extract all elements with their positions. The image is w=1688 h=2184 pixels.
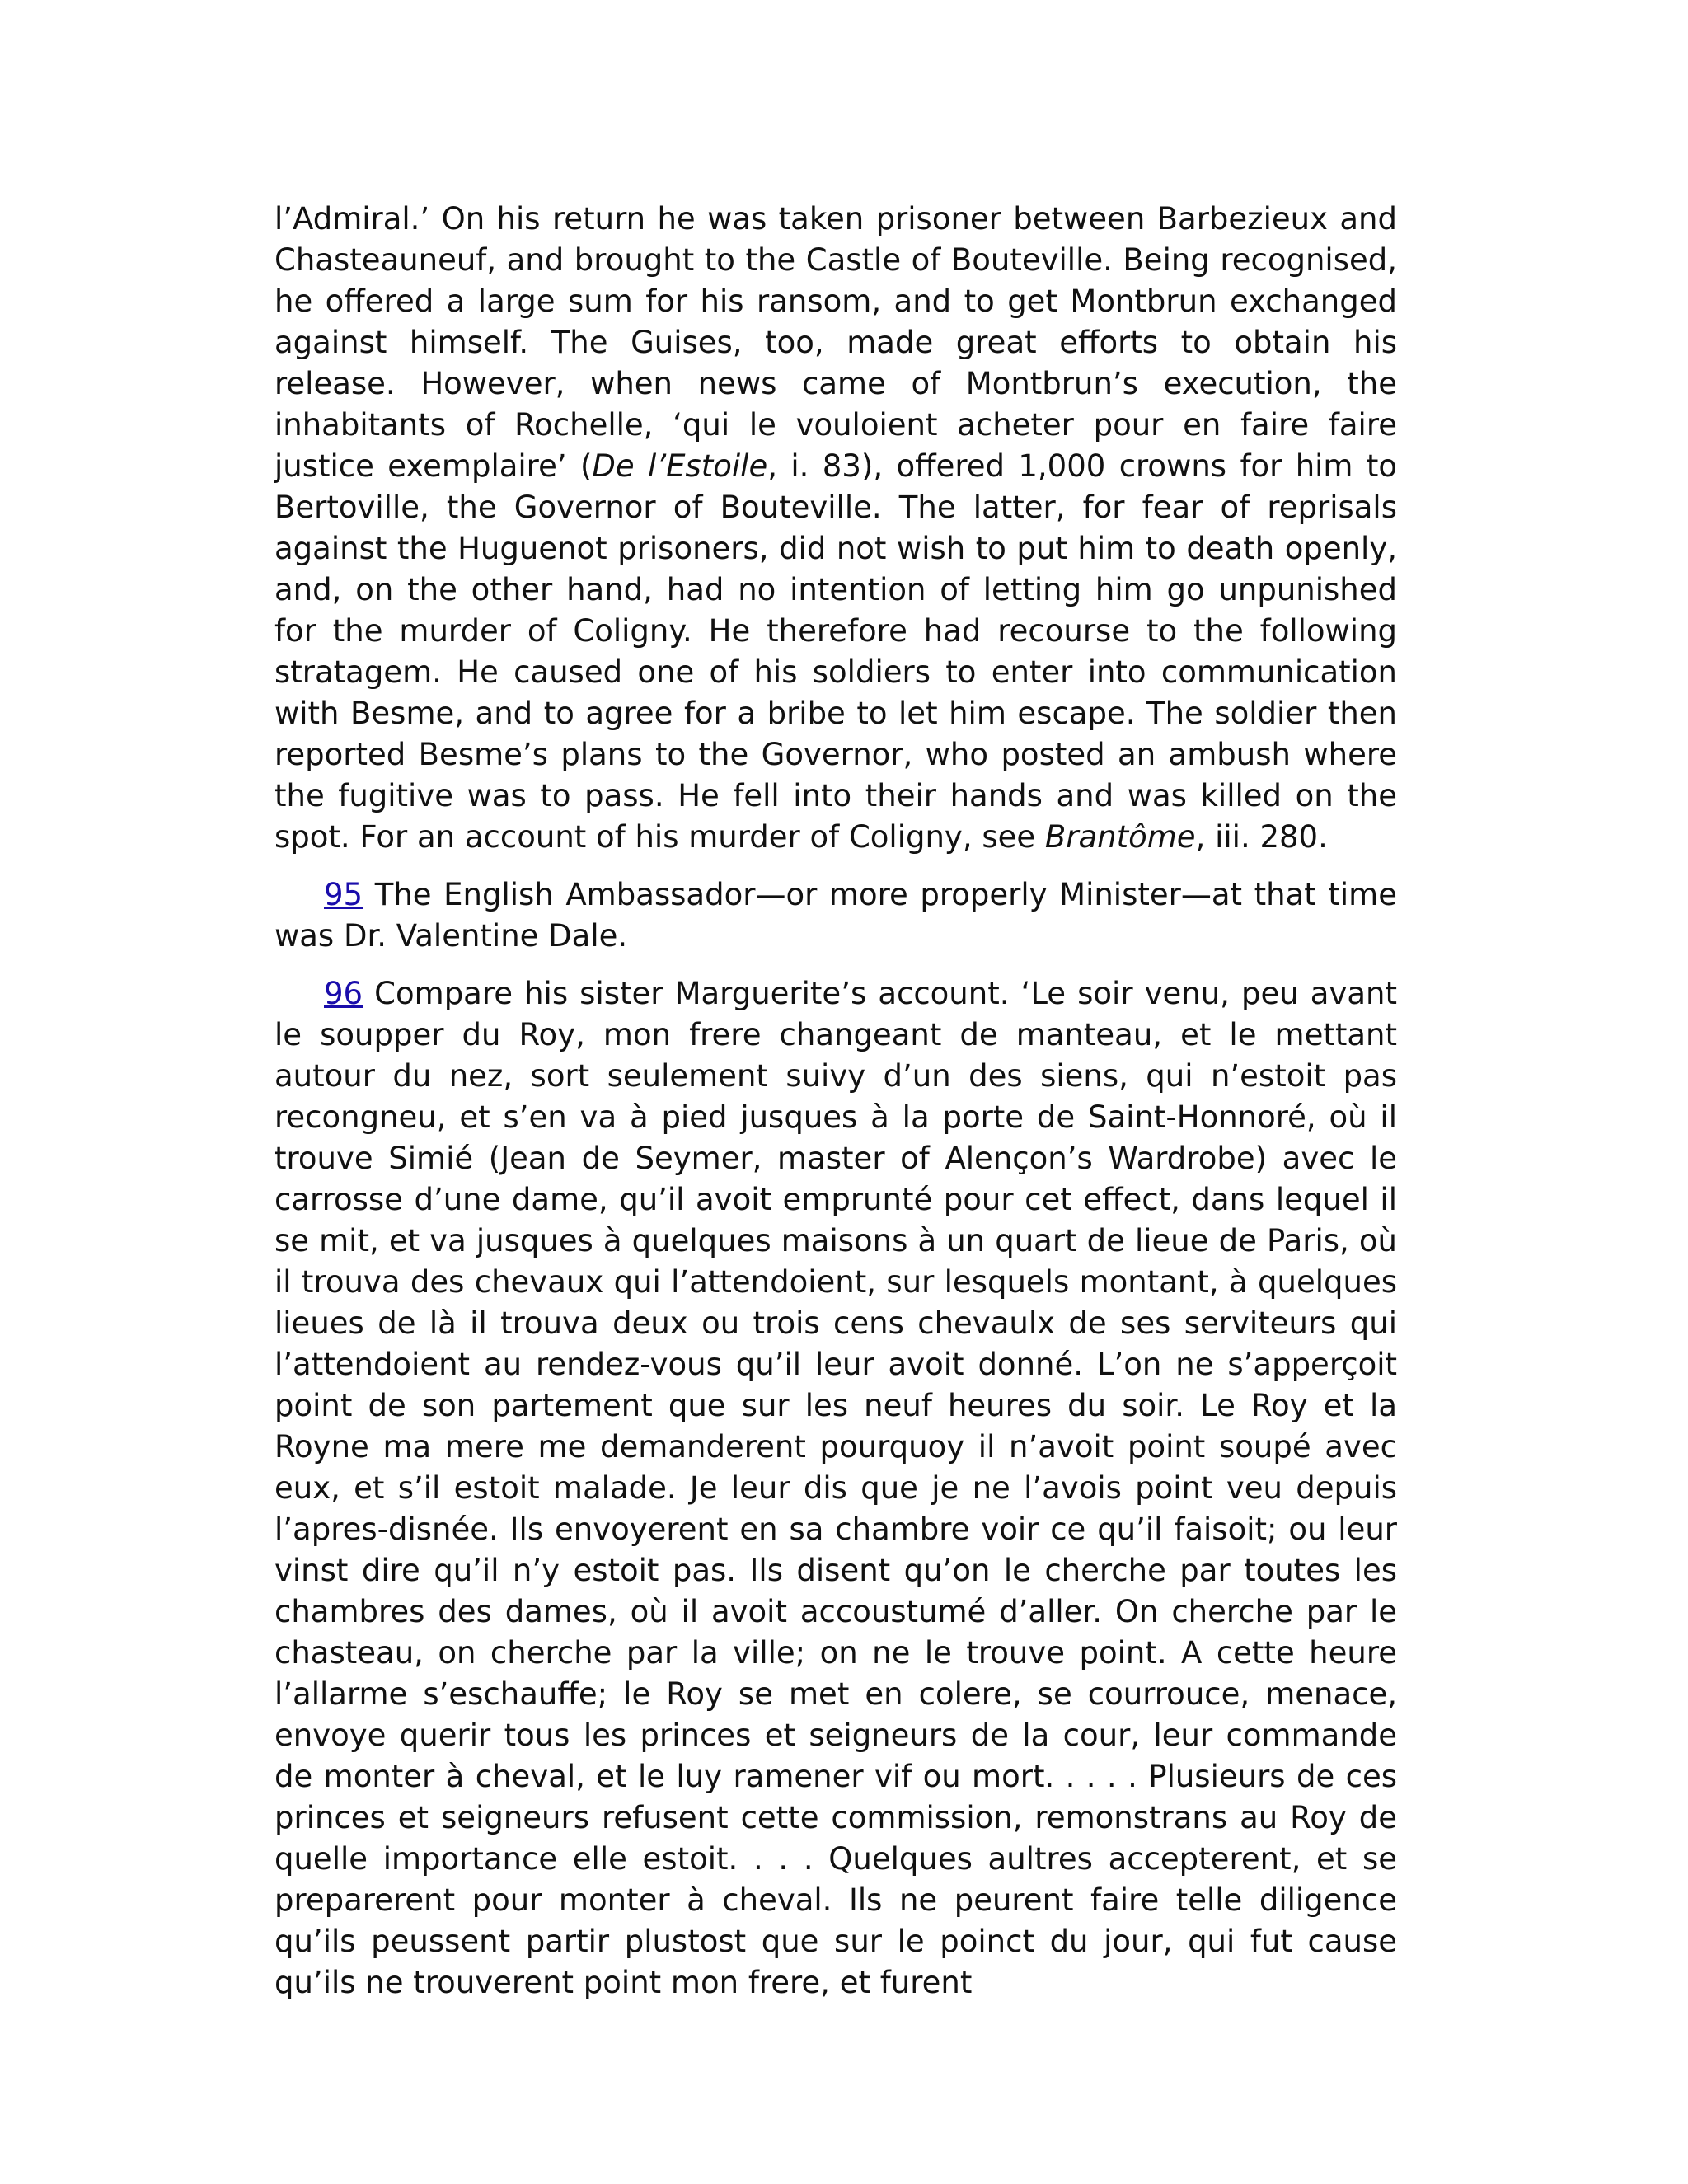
italic-citation-brantome: Brantôme [1044,819,1196,855]
text-segment: The English Ambassador—or more properly Minister—at that time was Dr. Valentine Dale. [274,877,1397,954]
document-page [274,199,1397,2020]
footnote-94-continuation [274,199,1397,858]
text-segment: , iii. 280. [1195,819,1328,855]
footnote-96 [274,973,1397,2004]
footnote-95-link[interactable]: 95 [324,877,363,912]
text-segment: , i. 83), offered 1,000 crowns for him to Bertoville, the Governor of Bouteville. The latter, for fear of reprisals against the Huguenot prisoners, did not wish to put him to death openly, and, on the other hand, had no intention of letting him go unpunished for the murder of Coligny. He therefore had recourse to the following stratagem. He caused one of his soldiers to enter into communication with Besme, and to agree for a bribe to let him escape. The soldier then reported Besme’s plans to the Governor, who posted an ambush where the fugitive was to pass. He fell into their hands and was killed on the spot. For an account of his murder of Coligny, see [274,448,1397,855]
footnote-95 [274,874,1397,957]
text-segment: Compare his sister Marguerite’s account. ‘Le soir venu, peu avant le soupper du Roy, mon frere changeant de manteau, et le mettant autour du nez, sort seulement suivy d’un des siens, qui n’estoit pas recongneu, et s’en va à pied jusques à la porte de Saint-Honnoré, où il trouve Simié (Jean de Seymer, master of Alençon’s Wardrobe) avec le carrosse d’une dame, qu’il avoit emprunté pour cet effect, dans lequel il se mit, et va jusques à quelques maisons à un quart de lieue de Paris, où il trouva des chevaux qui l’attendoient, sur lesquels montant, à quelques lieues de là il trouva deux ou trois cens chevaulx de ses serviteurs qui l’attendoient au rendez-vous qu’il leur avoit donné. L’on ne s’apperçoit point de son partement que sur les neuf heures du soir. Le Roy et la Royne ma mere me demanderent pourquoy il n’avoit point soupé avec eux, et s’il estoit malade. Je leur dis que je ne l’avois point veu depuis l’apres-disnée. Ils envoyerent en sa chambre voir ce qu’il faisoit; ou leur vinst dire qu’il n’y estoit pas. Ils disent qu’on le cherche par toutes les chambres des dames, où il avoit accoustumé d’aller. On cherche par le chasteau, on cherche par la ville; on ne le trouve point. A cette heure l’allarme s’eschauffe; le Roy se met en colere, se courrouce, menace, envoye querir tous les princes et seigneurs de la cour, leur commande de monter à cheval, et le luy ramener vif ou mort. . . . . Plusieurs de ces princes et seigneurs refusent cette commission, remonstrans au Roy de quelle importance elle estoit. . . . Quelques aultres accepterent, et se preparerent pour monter à cheval. Ils ne peurent faire telle diligence qu’ils peussent partir plustost que sur le poinct du jour, qui fut cause qu’ils ne trouverent point mon frere, et furent [274,976,1397,2000]
text-segment: l’Admiral.’ On his return he was taken prisoner between Barbezieux and Chasteauneuf, and brought to the Castle of Bouteville. Being recognised, he offered a large sum for his ransom, and to get Montbrun exchanged against himself. The Guises, too, made great efforts to obtain his release. However, when news came of Montbrun’s execution, the inhabitants of Rochelle, ‘qui le vouloient acheter pour en faire faire justice exemplaire’ ( [274,201,1397,484]
italic-citation-de-lestoile: De l’Estoile [592,448,768,484]
footnote-96-link[interactable]: 96 [324,976,363,1011]
